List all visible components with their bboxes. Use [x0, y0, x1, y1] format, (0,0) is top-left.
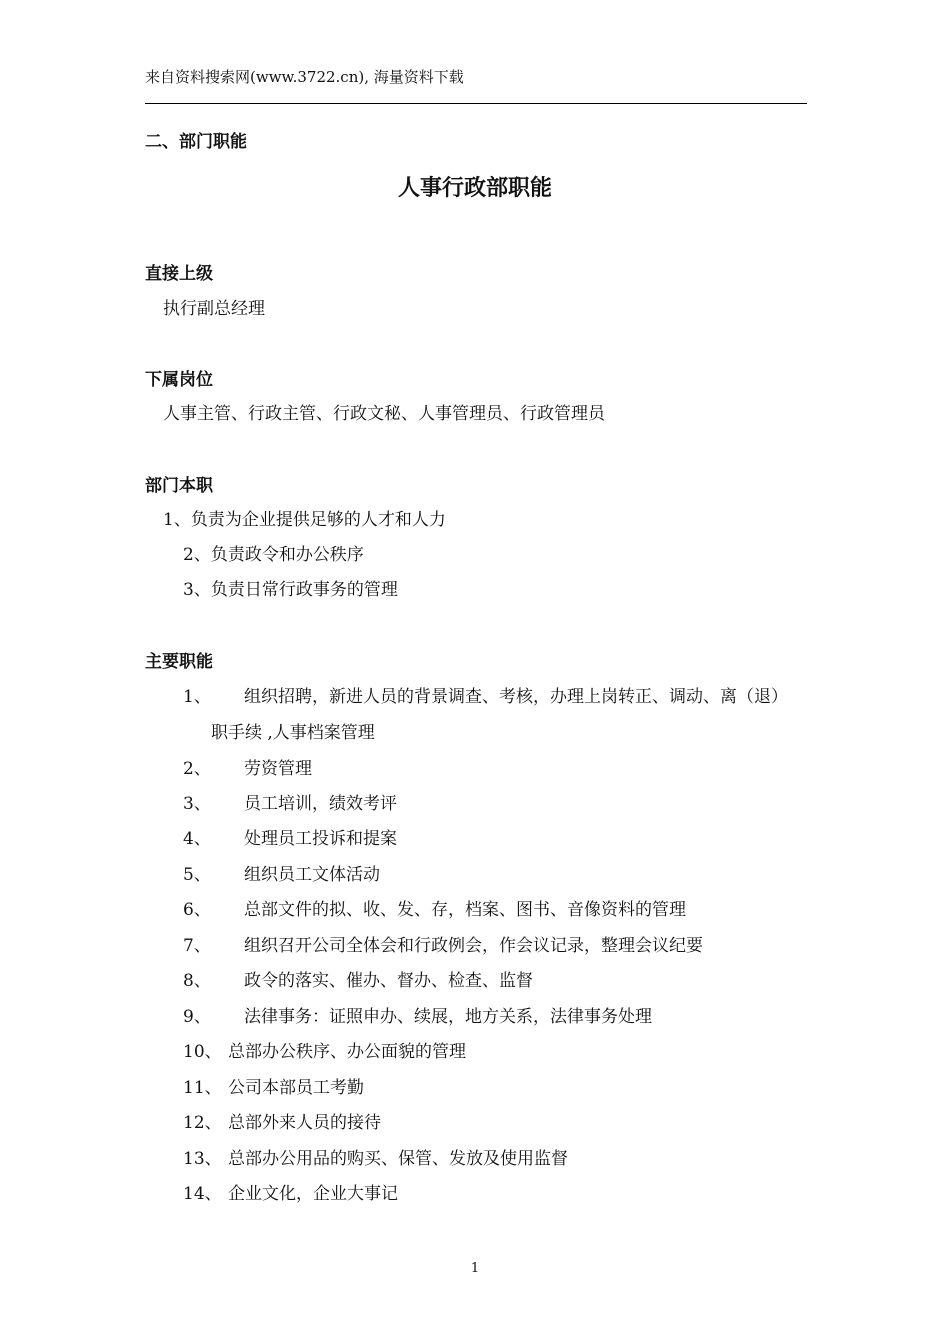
function-text: 法律事务：证照申办、续展，地方关系，法律事务处理 — [244, 1007, 652, 1027]
function-text: 企业文化，企业大事记 — [228, 1184, 398, 1204]
function-number: 12、 — [183, 1113, 222, 1133]
function-text: 组织招聘，新进人员的背景调查、考核，办理上岗转正、调动、离（退） — [244, 687, 788, 707]
function-number: 14、 — [183, 1184, 222, 1204]
subordinates-value: 人事主管、行政主管、行政文秘、人事管理员、行政管理员 — [163, 404, 605, 424]
function-text: 总部办公用品的购买、保管、发放及使用监督 — [228, 1149, 568, 1169]
function-number: 1、 — [183, 687, 211, 707]
function-number: 5、 — [183, 865, 211, 885]
duty-item: 1、负责为企业提供足够的人才和人力 — [163, 510, 446, 530]
function-text: 总部文件的拟、收、发、存，档案、图书、音像资料的管理 — [244, 900, 686, 920]
function-text: 总部外来人员的接待 — [228, 1113, 381, 1133]
header-rule — [145, 103, 807, 104]
function-number: 9、 — [183, 1007, 211, 1027]
function-text: 员工培训，绩效考评 — [244, 794, 397, 814]
function-number: 6、 — [183, 900, 211, 920]
function-number: 2、 — [183, 759, 211, 779]
superior-heading: 直接上级 — [145, 264, 213, 284]
superior-value: 执行副总经理 — [163, 299, 265, 319]
function-text: 公司本部员工考勤 — [228, 1078, 364, 1098]
function-text: 政令的落实、催办、督办、检查、监督 — [244, 971, 533, 991]
function-number: 7、 — [183, 936, 211, 956]
function-number: 13、 — [183, 1149, 222, 1169]
function-text-continued: 职手续 ,人事档案管理 — [211, 723, 375, 743]
function-text: 劳资管理 — [244, 759, 312, 779]
functions-heading: 主要职能 — [145, 652, 213, 672]
function-number: 4、 — [183, 829, 211, 849]
subordinates-heading: 下属岗位 — [145, 370, 213, 390]
duty-item: 2、负责政令和办公秩序 — [183, 545, 364, 565]
function-number: 3、 — [183, 794, 211, 814]
duties-heading: 部门本职 — [145, 476, 213, 496]
function-text: 组织召开公司全体会和行政例会，作会议记录，整理会议纪要 — [244, 936, 703, 956]
section-title: 二、部门职能 — [145, 132, 247, 152]
document-title: 人事行政部职能 — [397, 175, 552, 201]
function-text: 处理员工投诉和提案 — [244, 829, 397, 849]
function-text: 总部办公秩序、办公面貌的管理 — [228, 1042, 466, 1062]
function-number: 8、 — [183, 971, 211, 991]
function-text: 组织员工文体活动 — [244, 865, 380, 885]
page-number: 1 — [470, 1261, 480, 1276]
page-header: 来自资料搜索网(www.3722.cn), 海量资料下载 — [145, 68, 464, 86]
function-number: 11、 — [183, 1078, 222, 1098]
function-number: 10、 — [183, 1042, 222, 1062]
duty-item: 3、负责日常行政事务的管理 — [183, 580, 398, 600]
